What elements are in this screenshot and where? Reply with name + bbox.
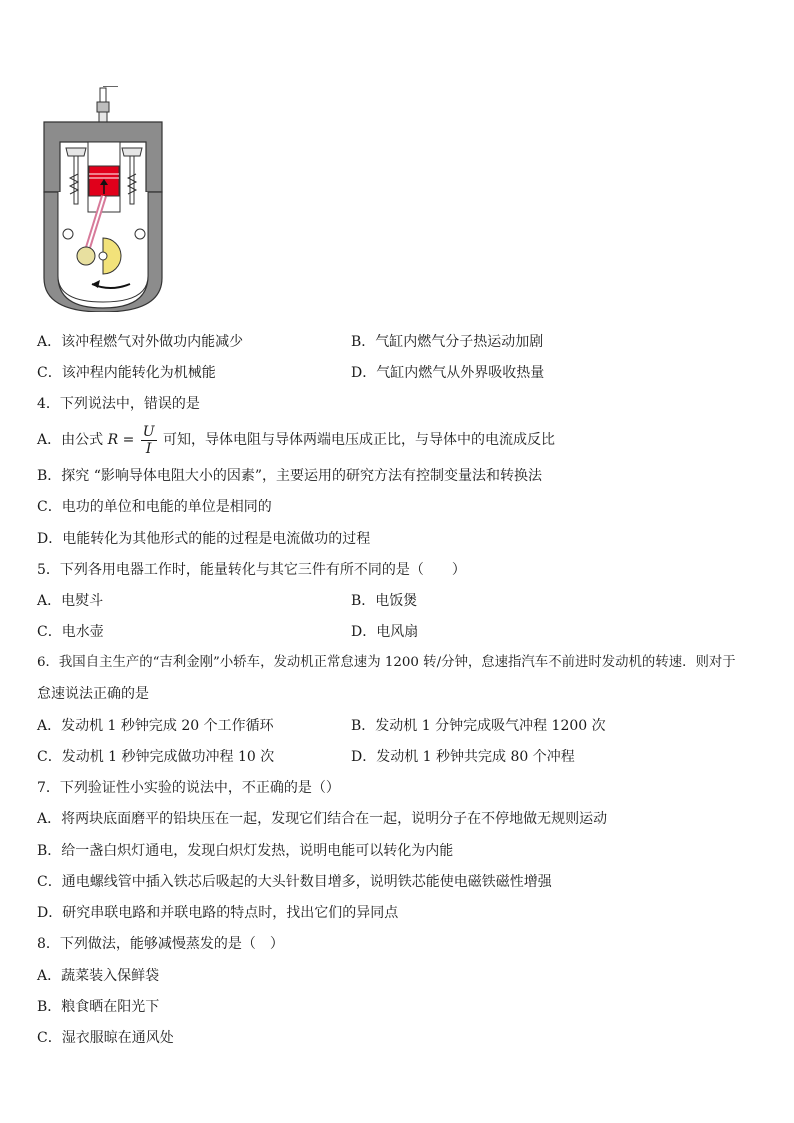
q4-formula-fraction	[141, 424, 157, 457]
q6-option-d: D．发动机 1 秒钟共完成 80 个冲程	[351, 749, 575, 765]
q7-option-b: B．给一盏白炽灯通电，发现白炽灯发热，说明电能可以转化为内能	[37, 843, 454, 859]
q7-option-d: D．研究串联电路和并联电路的特点时，找出它们的异同点	[37, 905, 399, 921]
q4-option-a	[37, 420, 555, 460]
q5-option-row-1	[37, 591, 418, 611]
q3-option-b: B．气缸内燃气分子热运动加剧	[351, 334, 544, 350]
q5-option-row-2	[37, 622, 419, 642]
q3-option-row-1	[37, 332, 544, 352]
q5-stem: 5．下列各用电器工作时，能量转化与其它三件有所不同的是（ ）	[37, 562, 466, 578]
q5-option-b: B．电饭煲	[351, 593, 418, 609]
q5-option-c: C．电水壶	[37, 624, 104, 640]
q5-option-a: A．电熨斗	[37, 593, 104, 609]
q4-option-c: C．电功的单位和电能的单位是相同的	[37, 499, 272, 515]
q4-stem: 4．下列说法中，错误的是	[37, 396, 200, 412]
q8-option-c: C．湿衣服晾在通风处	[37, 1030, 174, 1046]
q4-formula-denominator: I	[145, 440, 152, 457]
q6-option-row-2	[37, 747, 575, 767]
spark-plug	[97, 86, 118, 126]
q6-option-c: C．发动机 1 秒钟完成做功冲程 10 次	[37, 749, 275, 765]
q4-option-d: D．电能转化为其他形式的能的过程是电流做功的过程	[37, 531, 371, 547]
q4-option-a-suffix: 可知，导体电阻与导体两端电压成正比，与导体中的电流成反比	[163, 432, 556, 448]
q7-option-a: A．将两块底面磨平的铅块压在一起，发现它们结合在一起，说明分子在不停地做无规则运动	[37, 811, 608, 827]
q3-option-a: A．该冲程燃气对外做功内能减少	[37, 334, 244, 350]
q7-stem: 7．下列验证性小实验的说法中，不正确的是（）	[37, 780, 340, 796]
q6-option-b: B．发动机 1 分钟完成吸气冲程 1200 次	[351, 718, 606, 734]
q4-formula-numerator: U	[142, 423, 155, 440]
q5-option-d: D．电风扇	[351, 624, 419, 640]
q4-formula-lhs: R =	[107, 432, 135, 448]
q7-option-c: C．通电螺线管中插入铁芯后吸起的大头针数目增多，说明铁芯能使电磁铁磁性增强	[37, 874, 552, 890]
piston	[89, 166, 119, 196]
q6-option-row-1	[37, 716, 606, 736]
q8-stem: 8．下列做法，能够减慢蒸发的是（ ）	[37, 936, 284, 952]
q6-stem-line-2: 怠速说法正确的是	[37, 686, 149, 702]
q4-option-a-prefix: A．由公式	[37, 432, 104, 448]
q3-option-d: D．气缸内燃气从外界吸收热量	[351, 365, 545, 381]
q6-option-a: A．发动机 1 秒钟完成 20 个工作循环	[37, 718, 274, 734]
q3-option-c: C．该冲程内能转化为机械能	[37, 365, 216, 381]
q6-stem-line-1: 6．我国自主生产的“吉利金刚”小轿车，发动机正常怠速为 1200 转/分钟，怠速指汽车不前进时发动机的转速．则对于	[37, 655, 736, 670]
q4-option-b: B．探究 “影响导体电阻大小的因素”，主要运用的研究方法有控制变量法和转换法	[37, 468, 543, 484]
q3-option-row-2	[37, 363, 545, 383]
q8-option-a: A．蔬菜装入保鲜袋	[37, 968, 160, 984]
q8-option-b: B．粮食晒在阳光下	[37, 999, 160, 1015]
engine-cylinder-diagram	[38, 86, 178, 312]
